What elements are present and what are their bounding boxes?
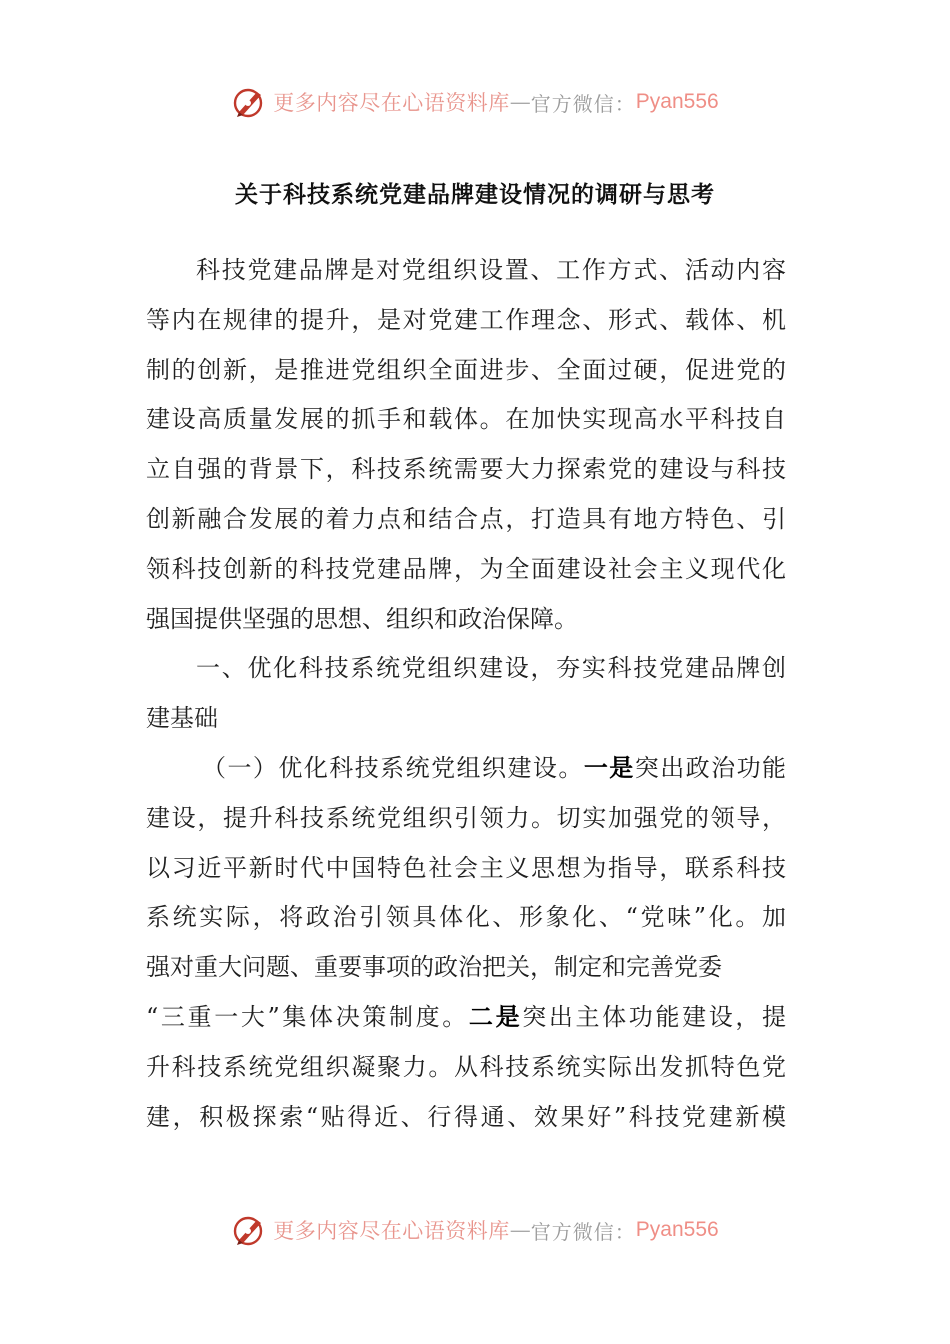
body-line: 创新融合发展的着力点和结合点，打造具有地方特色、引: [146, 504, 786, 533]
pen-circle-logo-icon: [231, 1212, 267, 1248]
banner-separator: —: [509, 90, 531, 114]
body-text: 突出主体功能建设，提: [522, 1002, 787, 1031]
bold-marker: 一是: [583, 753, 635, 782]
banner-text: 更多内容尽在心语资料库: [273, 1219, 510, 1243]
body-line: 以习近平新时代中国特色社会主义思想为指导，联系科技: [146, 853, 786, 882]
body-line: 领科技创新的科技党建品牌，为全面建设社会主义现代化: [146, 554, 786, 583]
body-line: 科技党建品牌是对党组织设置、工作方式、活动内容: [196, 256, 786, 284]
header-banner: [0, 82, 950, 122]
body-line: 建设高质量发展的抓手和载体。在加快实现高水平科技自: [146, 405, 786, 434]
body-text: “三重一大”集体决策制度。: [146, 1002, 469, 1031]
document-body: [146, 246, 786, 1142]
body-line: 强国提供坚强的思想、组织和政治保障。: [146, 604, 578, 633]
body-line: 立自强的背景下，科技系统需要大力探索党的建设与科技: [146, 455, 786, 484]
banner-wechat-label: 官方微信：: [530, 1219, 636, 1244]
pen-circle-logo-icon: [231, 84, 267, 120]
subsection-heading: （一）优化科技系统党组织建设。: [202, 753, 584, 782]
body-line: 系统实际，将政治引领具体化、形象化、“党味”化。加: [146, 903, 786, 932]
body-text: 突出政治功能: [634, 753, 787, 782]
document-title: 关于科技系统党建品牌建设情况的调研与思考: [235, 182, 715, 208]
body-line: 制的创新，是推进党组织全面进步、全面过硬，促进党的: [146, 355, 786, 384]
body-line: 强对重大问题、重要事项的政治把关，制定和完善党委: [146, 953, 722, 982]
bold-marker: 二是: [468, 1002, 523, 1031]
banner-wechat-label: 官方微信：: [530, 91, 636, 116]
body-line: [146, 744, 786, 794]
banner-wechat-id: Pyan556: [635, 90, 719, 113]
banner-separator: —: [509, 1218, 531, 1242]
body-line: 升科技系统党组织凝聚力。从科技系统实际出发抓特色党: [146, 1052, 786, 1081]
body-line: 建，积极探索“贴得近、行得通、效果好”科技党建新模: [146, 1102, 786, 1131]
footer-banner: [0, 1210, 950, 1250]
body-line: 建设，提升科技系统党组织引领力。切实加强党的领导，: [146, 803, 786, 832]
body-line: [146, 993, 786, 1043]
banner-text: 更多内容尽在心语资料库: [273, 91, 510, 115]
section-heading-line: 一、优化科技系统党组织建设，夯实科技党建品牌创: [196, 654, 786, 683]
body-line: 等内在规律的提升，是对党建工作理念、形式、载体、机: [146, 305, 786, 334]
banner-wechat-id: Pyan556: [635, 1218, 719, 1241]
section-heading-line: 建基础: [146, 704, 218, 733]
